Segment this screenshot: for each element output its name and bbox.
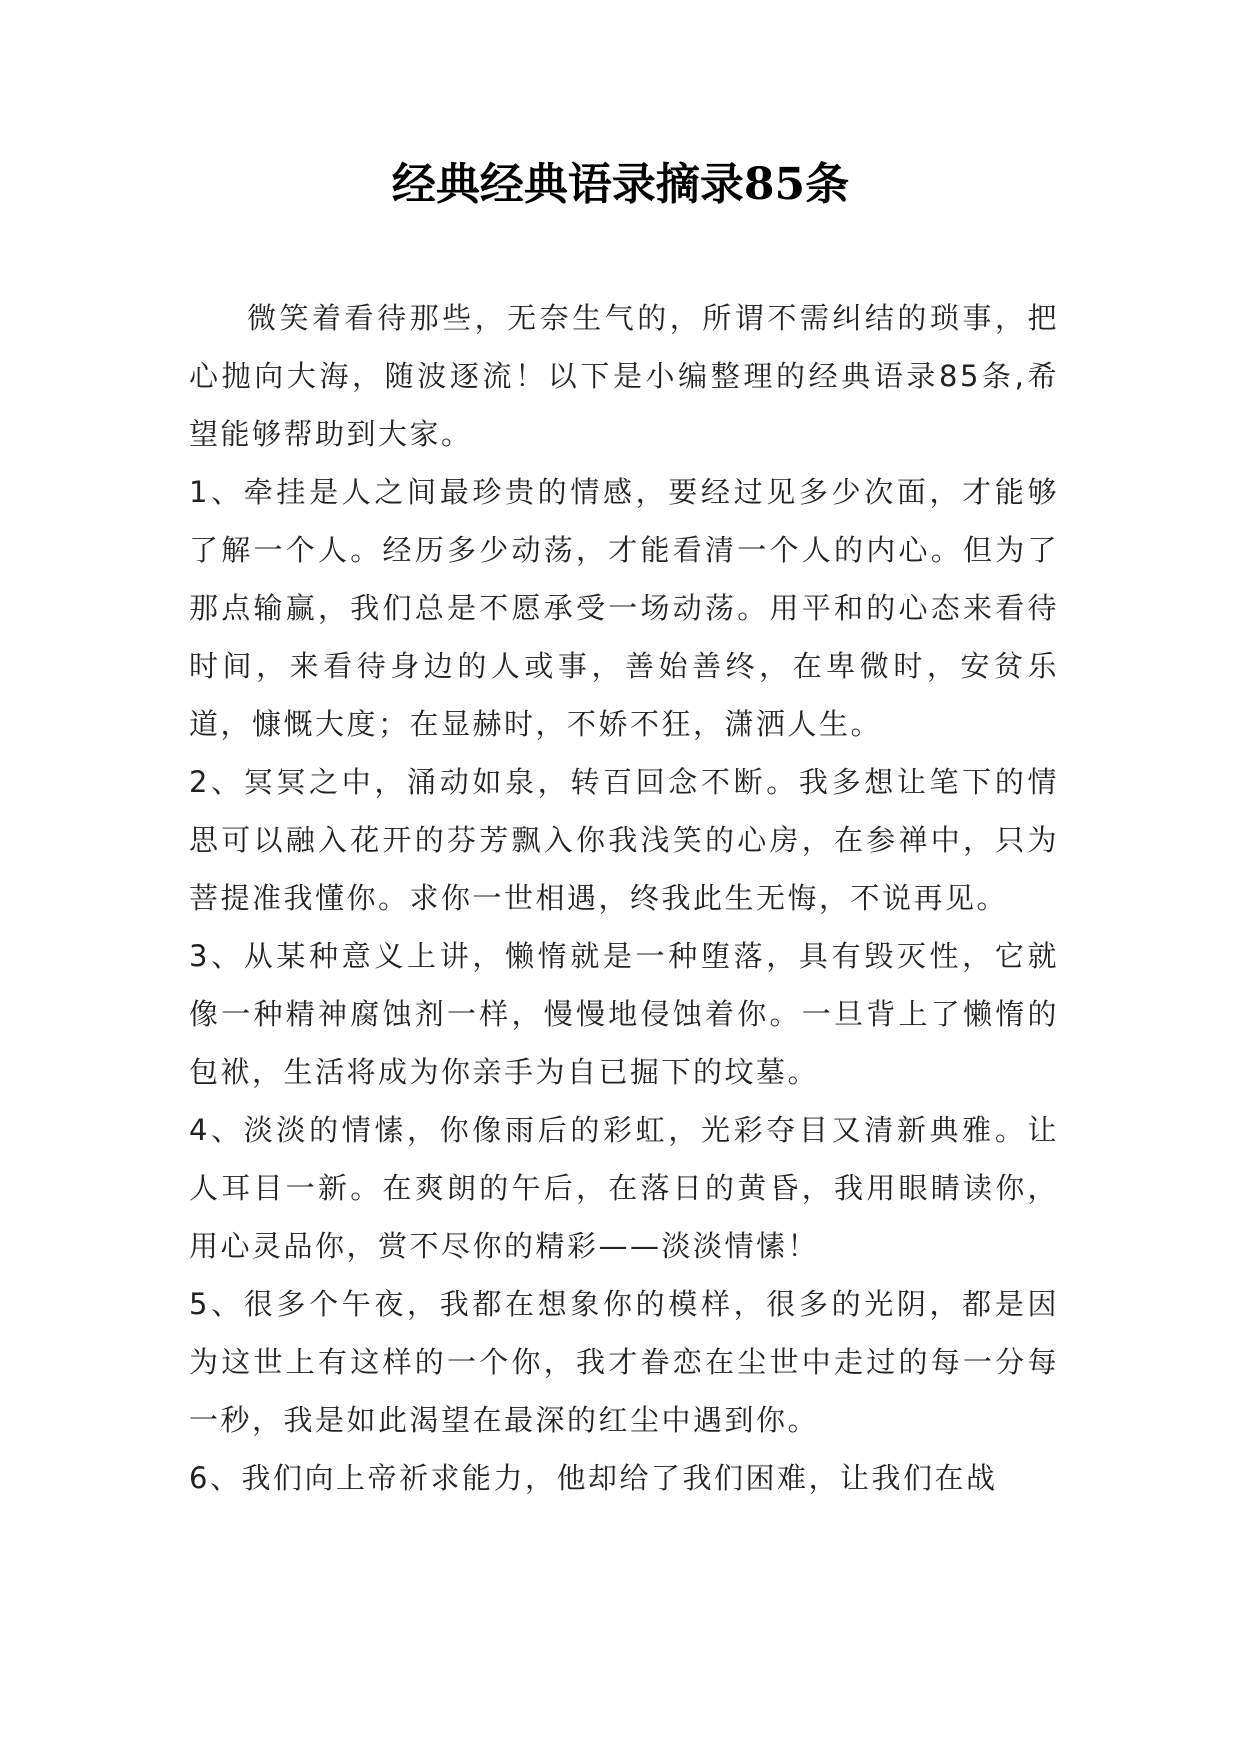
- intro-paragraph: 微笑着看待那些，无奈生气的，所谓不需纠结的琐事，把心抛向大海，随波逐流！以下是小编整理的经典语录85条,希望能够帮助到大家。: [189, 301, 1059, 451]
- document-title: 经典经典语录摘录85条: [391, 159, 850, 210]
- document-body: [189, 289, 1059, 1507]
- quote-paragraph-3: 3、从某种意义上讲，懒惰就是一种堕落，具有毁灭性，它就像一种精神腐蚀剂一样，慢慢地侵蚀着你。一旦背上了懒惰的包袱，生活将成为你亲手为自已掘下的坟墓。: [189, 939, 1059, 1089]
- quote-paragraph-2: 2、冥冥之中，涌动如泉，转百回念不断。我多想让笔下的情思可以融入花开的芬芳飘入你我浅笑的心房，在参禅中，只为菩提准我懂你。求你一世相遇，终我此生无悔，不说再见。: [189, 765, 1059, 915]
- quote-paragraph-1: 1、牵挂是人之间最珍贵的情感，要经过见多少次面，才能够了解一个人。经历多少动荡，才能看清一个人的内心。但为了那点输赢，我们总是不愿承受一场动荡。用平和的心态来看待时间，来看待身边的人或事，善始善终，在卑微时，安贫乐道，慷慨大度；在显赫时，不娇不狂，潇洒人生。: [189, 475, 1059, 741]
- quote-paragraph-6: 6、我们向上帝祈求能力，他却给了我们困难，让我们在战: [189, 1461, 998, 1495]
- quote-paragraph-4: 4、淡淡的情愫，你像雨后的彩虹，光彩夺目又清新典雅。让人耳目一新。在爽朗的午后，在落日的黄昏，我用眼睛读你，用心灵品你，赏不尽你的精彩——淡淡情愫！: [189, 1113, 1059, 1263]
- quote-paragraph-5: 5、很多个午夜，我都在想象你的模样，很多的光阴，都是因为这世上有这样的一个你，我才眷恋在尘世中走过的每一分每一秒，我是如此渴望在最深的红尘中遇到你。: [189, 1287, 1059, 1437]
